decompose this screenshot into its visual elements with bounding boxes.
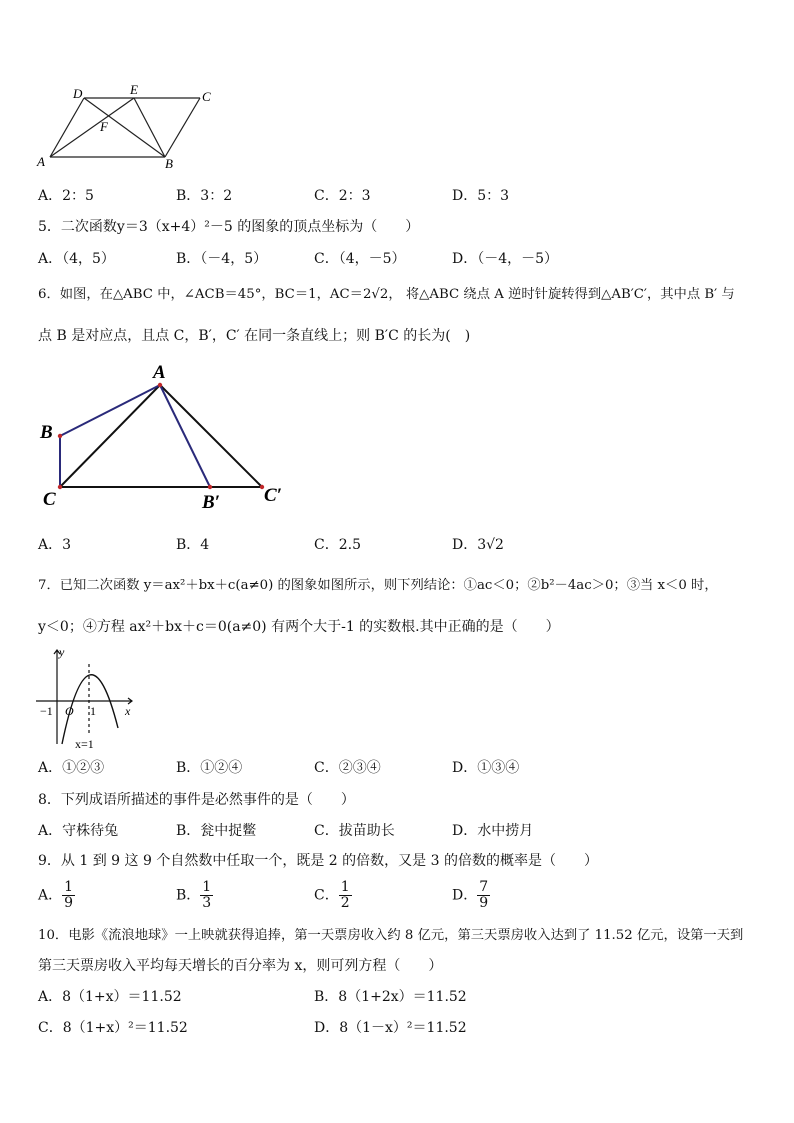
graph-axis-label: x=1 <box>75 737 94 751</box>
q4-option-c: C．2：3 <box>314 188 371 204</box>
label-E: E <box>130 82 138 97</box>
label-B-prime: B′ <box>202 492 221 510</box>
q4-option-b: B．3：2 <box>176 188 233 204</box>
q10-option-b: B．8（1+2x）＝11.52 <box>314 989 467 1005</box>
q6-stem-line2: 点 B 是对应点，且点 C，B′，C′ 在同一条直线上；则 B′C 的长为( ) <box>38 328 471 344</box>
q10-option-d: D．8（1－x）²＝11.52 <box>314 1020 467 1036</box>
graph-x-label: x <box>125 704 131 718</box>
label-C: C <box>43 489 56 510</box>
label-F: F <box>100 119 108 134</box>
graph-neg1-label: −1 <box>40 704 53 718</box>
q9-option-a: A． $\frac{1}{9}$ <box>38 879 74 911</box>
q5-option-b: B．（－4，5） <box>176 251 268 267</box>
q7-option-c: C．②③④ <box>314 760 381 776</box>
q6-option-b: B．4 <box>176 537 210 553</box>
label-C: C <box>202 89 211 104</box>
graph-origin-label: O <box>65 704 74 718</box>
q8-option-b: B．瓮中捉鳖 <box>176 823 257 839</box>
parallelogram-figure <box>30 80 230 175</box>
q6-stem-line1: 6．如图，在△ABC 中，∠ACB＝45°，BC＝1，AC＝2√2， 将△ABC 绕点 A 逆时针旋转得到△AB′C′，其中点 B′ 与 <box>38 287 735 302</box>
q6-option-d: D．3√2 <box>452 537 504 553</box>
q7-stem-line2: y＜0；④方程 ax²＋bx＋c＝0(a≠0) 有两个大于-1 的实数根.其中正确的是（ ） <box>38 619 560 635</box>
q5-option-a: A．（4，5） <box>38 251 115 267</box>
rotation-triangle-figure <box>30 360 300 510</box>
q8-option-c: C．拔苗助长 <box>314 823 395 839</box>
q4-option-a: A．2：5 <box>38 188 94 204</box>
q5-option-c: C．（4，－5） <box>314 251 406 267</box>
label-D: D <box>73 86 83 101</box>
q8-option-d: D．水中捞月 <box>452 823 534 839</box>
label-C-prime: C′ <box>264 485 283 506</box>
q10-stem-line1: 10．电影《流浪地球》一上映就获得追捧，第一天票房收入约 8 亿元，第三天票房收入达到了 11.52 亿元，设第一天到 <box>38 928 744 943</box>
q8-option-a: A．守株待兔 <box>38 823 119 839</box>
q6-option-a: A．3 <box>38 537 72 553</box>
q7-option-d: D．①③④ <box>452 760 520 776</box>
q9-option-d: D． $\frac{7}{9}$ <box>452 879 489 911</box>
graph-one-label: 1 <box>90 704 96 718</box>
q5-option-d: D．（－4，－5） <box>452 251 559 267</box>
parabola-graph <box>32 644 142 754</box>
q10-stem-line2: 第三天票房收入平均每天增长的百分率为 x，则可列方程（ ） <box>38 958 443 974</box>
q5-stem: 5．二次函数y＝3（x+4）²－5 的图象的顶点坐标为（ ） <box>38 219 420 235</box>
q4-option-d: D．5：3 <box>452 188 510 204</box>
q6-option-c: C．2.5 <box>314 537 361 553</box>
q8-stem: 8．下列成语所描述的事件是必然事件的是（ ） <box>38 792 355 808</box>
q9-stem: 9．从 1 到 9 这 9 个自然数中任取一个，既是 2 的倍数，又是 3 的倍数的概率是（ ） <box>38 853 598 869</box>
q7-option-a: A．①②③ <box>38 760 105 776</box>
q7-option-b: B．①②④ <box>176 760 243 776</box>
label-B: B <box>165 156 173 171</box>
label-B: B <box>40 422 53 443</box>
q10-option-a: A．8（1+x）＝11.52 <box>38 989 182 1005</box>
q7-stem-line1: 7．已知二次函数 y＝ax²＋bx＋c(a≠0) 的图象如图所示，则下列结论：①ac＜0；②b²－4ac＞0；③当 x＜0 时， <box>38 578 718 593</box>
q9-option-b: B． $\frac{1}{3}$ <box>176 879 212 911</box>
q9-option-c: C． $\frac{1}{2}$ <box>314 879 350 911</box>
graph-y-label: y <box>59 645 65 659</box>
label-A: A <box>153 362 166 383</box>
label-A: A <box>37 154 45 169</box>
q10-option-c: C．8（1+x）²＝11.52 <box>38 1020 188 1036</box>
